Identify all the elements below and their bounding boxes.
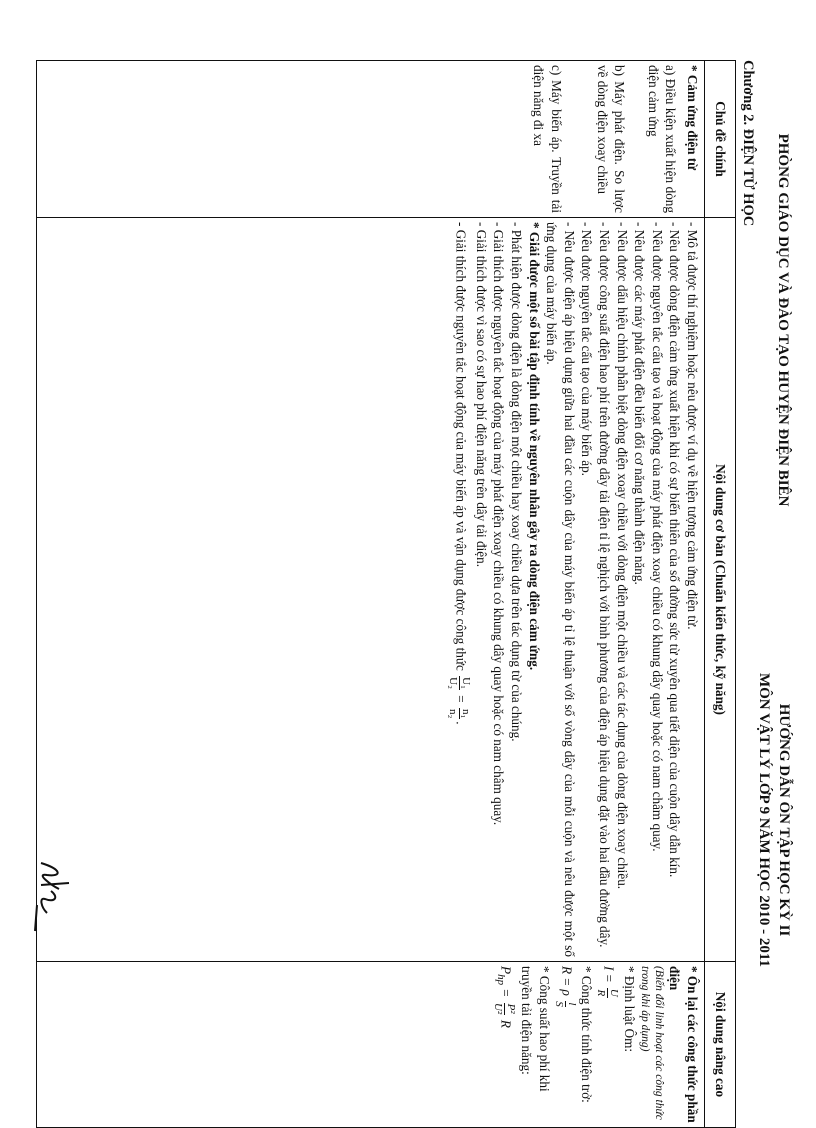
advanced-note: (Biến đổi linh hoạt các công thức trong khi áp dụng) <box>638 966 665 1120</box>
formula-lhs: I = <box>601 966 617 983</box>
topic-generator: b) Máy phát điện. So lược về dòng điện xoay chiều <box>594 65 628 213</box>
frac-den: S <box>552 1001 565 1007</box>
table-row <box>37 61 705 1128</box>
fraction <box>492 1003 517 1015</box>
advanced-title: * Ôn lại các công thức phần điện <box>667 966 700 1123</box>
frac-num: n₁ <box>460 708 473 719</box>
frac-num: P² <box>505 1003 518 1014</box>
fraction <box>553 1001 578 1007</box>
formula-lhs: P <box>498 966 514 975</box>
ohm-law-label: * Định luật Ôm: <box>621 966 637 1053</box>
equals-sign: = <box>498 988 514 998</box>
frac-den: U₂ <box>447 677 460 689</box>
signature-mark <box>21 855 81 935</box>
topic-electromagnetic-induction <box>683 65 701 213</box>
header-basic-content: Nội dung cơ bản (Chuẩn kiến thức, kỹ năng) <box>705 218 736 962</box>
frac-num: U₁ <box>460 677 473 689</box>
content-item: - Nêu được dấu hiệu chính phân biệt dòng điện xoay chiều với dòng điện một chiều và các tác dụng của dòng điện xoay chiều. <box>614 222 630 890</box>
header-main-topic: Chủ đề chính <box>705 61 736 218</box>
content-item: - Mô tả được thí nghiệm hoặc nêu được ví dụ về hiện tượng cảm ứng điện từ. <box>685 222 700 630</box>
formula-tail: R <box>498 1019 514 1028</box>
content-item: - Nêu được nguyên tắc cấu tạo và hoạt động của máy phát điện xoay chiều có khung dây quay hoặc có nam châm quay. <box>649 222 665 852</box>
fraction-u <box>447 676 472 690</box>
topic-heading: * Cảm ứng điện từ <box>685 65 700 171</box>
content-item: - Giải thích được vì sao có sự hao phí điện năng trên dây tải điện. <box>473 222 489 568</box>
table-header-row <box>705 61 736 1128</box>
header-advanced-content: Nội dung nâng cao <box>705 962 736 1128</box>
frac-den: U² <box>492 1002 505 1015</box>
department-header: PHÒNG GIÁO DỤC VÀ ĐÀO TẠO HUYỆN ĐIỆN BIÊN <box>775 133 791 507</box>
power-loss-label: * Công suất hao phí khi truyền tải điện năng: <box>519 966 552 1092</box>
content-item: - Phát hiện được dòng điện là dòng điện một chiều hay xoay chiều dựa trên tác dụng từ của chúng. <box>509 222 525 742</box>
title-line-2: MÔN VẬT LÝ LỚP 9 NĂM HỌC 2010 - 2011 <box>756 672 772 968</box>
formula-sub: hp <box>495 974 508 986</box>
resistance-label: * Công thức tính điện trở: <box>579 966 595 1103</box>
equals-sign: = <box>453 695 469 703</box>
content-item: - Nêu được dòng điện cảm ứng xuất hiện khi có sự biến thiên của số đường sức từ xuyên qua tiết diện của cuộn dây dẫn kín. <box>667 222 683 878</box>
fraction-n <box>447 708 472 719</box>
formula-end: . <box>453 721 469 725</box>
content-item: - Nêu được các máy phát điện đều biến đổi cơ năng thành điện năng. <box>632 222 648 585</box>
advanced-content-cell <box>37 962 705 1128</box>
topic-induced-current: a) Điều kiện xuất hiện dòng điện cảm ứng <box>645 65 679 213</box>
title-line-1: HƯỚNG DẪN ÔN TẬP HỌC KỲ II <box>776 703 792 937</box>
content-item-text: - Giải thích được nguyên tắc hoạt động của máy biến áp và vận dụng được công thức <box>453 222 469 671</box>
resistance-formula <box>553 966 578 1123</box>
content-item: - Nêu được nguyên tắc cấu tạo của máy biến áp. <box>579 222 595 476</box>
frac-den: n₂ <box>447 708 460 719</box>
formula-lhs: R = ρ <box>559 966 575 996</box>
document-title <box>754 590 794 1050</box>
content-item: - Nêu được công suất điện hao phí trên đường dây tải điện tỉ lệ nghịch với bình phương của điện áp hiệu dụng đặt vào hai đầu đường dây. <box>597 222 613 948</box>
syllabus-table <box>36 60 736 1128</box>
content-item: - Nêu được điện áp hiệu dụng giữa hai đầu các cuộn dây của máy biến áp tỉ lệ thuận với số vòng dây của mỗi cuộn và nêu được một số ứng dụng của máy biến áp. <box>544 222 577 957</box>
chapter-title: Chương 2. ĐIỆN TỪ HỌC <box>740 60 756 227</box>
frac-den: R <box>595 989 608 997</box>
fraction <box>595 988 620 998</box>
topics-cell <box>37 61 705 218</box>
frac-num: l <box>565 1002 578 1006</box>
content-item-heading: * Giải được một số bài tập định tính về nguyên nhân gây ra dòng điện cảm ứng. <box>526 222 542 671</box>
frac-num: U <box>608 988 621 997</box>
content-item-transformer-formula <box>447 222 472 957</box>
topic-transformer: c) Máy biến áp. Truyền tải điện năng đi xa <box>531 65 565 213</box>
power-loss-formula <box>492 966 518 1123</box>
basic-content-cell <box>37 218 705 962</box>
ohm-law-formula <box>595 966 620 1123</box>
content-item: - Giải thích được nguyên tắc hoạt động của máy phát điện xoay chiều có khung dây quay hoặc có nam châm quay. <box>491 222 507 826</box>
